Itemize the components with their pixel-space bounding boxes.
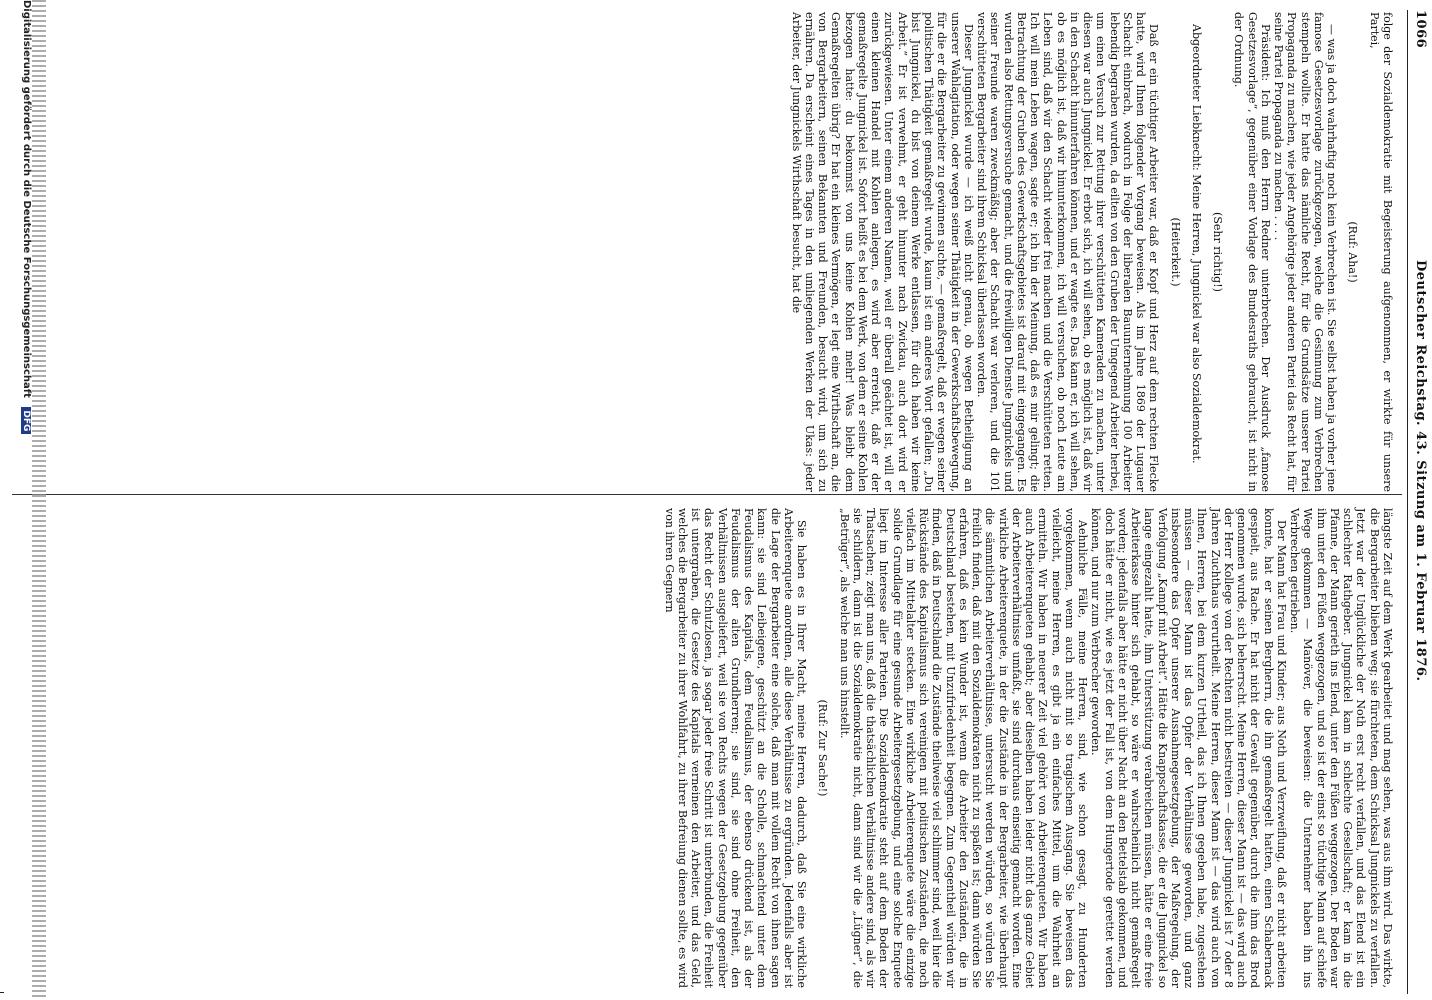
credit-text: Digitalisierung gefördert durch die Deutsche Forschungsgemeinschaft: [21, 0, 32, 398]
dfg-logo: DFG: [21, 407, 31, 434]
paragraph: längste Zeit auf dem Werk gearbeitet und mag sehen, was aus ihm wird. Das wirkte, die Bergarbeiter blieben weg; sie fürchteten, dem Schicksal Jungnickels zu verfallen. Jetzt war der Unglückliche der Noth erst recht verfallen, und das Elend ist ein schlechter Rathgeber. Jungnickel kam in schlechte Gesellschaft; er kam in die Pfanne, der Mann gerieth ins Elend, unter den Füßen weggezogen. Der Boden war ihm unter den Füßen weggezogen, und so ist der einst so tüchtige Mann auf schiefe Wege gekommen — Manöver, die beweisen: die Unternehmer haben ihn ins Verbrechen getrieben.: [1288, 508, 1394, 988]
interjection: (Heiterkeit.): [1168, 217, 1182, 287]
interjection: (Ruf: Aha!): [1346, 221, 1360, 283]
paragraph: Abgeordneter Liebknecht: Meine Herren, Jungnickel war also Sozialdemokrat.: [1190, 24, 1203, 464]
interjection: (Ruf: Zur Sache!): [816, 699, 830, 797]
interjection: (Sehr richtig!): [1211, 212, 1225, 292]
running-head: [1407, 10, 1428, 994]
right-column: [663, 508, 1395, 988]
paragraph: Daß er ein tüchtiger Arbeiter war, daß er Kopf und Herz auf dem rechten Flecke hatte, wird Ihnen folgender Vorgang beweisen. Als im Jahre 1869 der Lugauer Schacht einbrach, wodurch in Folge der liberalen Bauunternehmung 100 Arbeiter lebendig begraben wurden, da eilten von den Gruben der Umgegend Arbeiter herbei, um einen Versuch zur Rettung ihrer verschütteten Kameraden zu machen, unter diesen war auch Jungnickel. Er erbot sich, ich will sehen, ob es möglich ist, daß wir in den Schacht hinunterfahren können, und er wagte es. Das kann er, ich will sehen, ob es möglich ist, daß wir hinunterkommen, ich will versuchen, ob noch Leute am Leben sind, daß wir den Schacht wieder frei machen und die Verschütteten retten. Ich will mein Leben wagen, sagte er; ich bin der Meinung, daß es mir gelingt; die Betrachtung der Gruben des Gewerkschaftsgebietes ist darauf mit eingegangen. Es wurden also Rettungsversuche gemacht, und die freiwilligen Dienste Jungnickels und seiner Freunde waren zweckmäßig; aber der Schacht war verloren, und die 101 verschütteten Bergarbeiter sind ihrem Schicksal überlassen worden.: [975, 12, 1161, 492]
left-column: [790, 12, 1395, 492]
paragraph: Sie haben es in Ihrer Macht, meine Herren, dadurch, daß Sie eine wirkliche Arbeiterenquete anordnen, alle diese Verhältnisse zu ergründen. Jedenfalls aber ist die Lage der Bergarbeiter eine solche, daß man mit vollem Recht von ihnen sagen kann: sie sind Leibeigene, geschützt an die Scholle, schmachtend unter dem Feudalismus des Kapitals, dem Feudalismus, der ebenso drückend ist, als der Feudalismus der alten Grundherren; sie sind, sie sind ohne Freiheit, den Verhältnissen ausgeliefert, weil sie von Rechts wegen der Gesetzgebung gegenüber das Recht der Schutzlosen, ja sogar jeder freie Schritt ist unterbunden, die Freiheit ist untergraben, die Gesetze des Kapitals verneinen den Arbeiter, und das Geld, welches die Bergarbeiter zu ihrer Wohlfahrt, zu ihrer Befreiung dienen sollte, es wird von ihren Gegnern: [662, 508, 809, 988]
margin-mark: [0, 992, 4, 993]
paragraph: Dieser Jungnickel wurde — ich weiß nicht genau, ob wegen Betheiligung an unserer Wahlagitation, oder wegen seiner Thätigkeit in der Gewerkschaftsbewegung, für die er die Bergarbeiter zu gewinnen suchte, — gemaßregelt, daß er wegen seiner politischen Thätigkeit gemaßregelt wurde, kaum ist ein anderes Wort gefallen; „Du bist Jungnickel, du bist von deinem Werke entlassen, für dich haben wir keine Arbeit.“ Er ist verwehmt, er geht hinunter nach Zwickau, auch dort wird er zurückgewiesen. Unter einem anderen Namen, weil er überall geächtet ist, will er einen kleinen Handel mit Kohlen anlegen, es wird aber erreicht, daß er der gemaßregelte Jungnickel ist. Sofort heißt es bei dem Werk, von dem er seine Kohlen bezogen hatte: du bekommst von uns keine Kohlen mehr! Was bleibt dem Gemaßregelten übrig? Er hat ein kleines Vermögen, er legt eine Wirthschaft an, die von Bergarbeitern, seinen Bekannten und Freunden, besucht wird, um sich zu ernähren. Da erscheint eines Tages in den umliegenden Werken der Ukas: jeder Arbeiter, der Jungnickels Wirthschaft besucht, hat die: [789, 12, 975, 492]
paragraph: Präsident: Ich muß den Herrn Redner unterbrechen. Der Ausdruck „famose Gesetzesvorlage“, gegenüber einer Vorlage des Bundesraths gebraucht, ist nicht in der Ordnung.: [1232, 12, 1272, 492]
paragraph: folge der Sozialdemokratie mit Begeisterung aufgenommen, er wirkte für unsere Partei,: [1367, 12, 1394, 492]
paragraph: Aehnliche Fälle, meine Herren, sind, wie schon gesagt, zu Hunderten vorgekommen, wenn auch nicht mit so tragischem Ausgang. Sie beweisen das vielleicht, meine Herren, es gibt ja ein einfaches Mittel, um die Wahrheit an ermitteln. Wir haben in neuerer Zeit viel gehört von Arbeiterenqueten. Wir haben auch Arbeiterenqueten gehabt; aber dieselben haben leider nicht das ganze Gebiet der Arbeiterverhältnisse umfaßt, sie sind durchaus einseitig gemacht worden. Eine wirkliche Arbeiterenquete, in der die Zustände in der Bergarbeiter, wie überhaupt die sämmtlichen Arbeiterverhältnisse, untersucht werden würden, so würden Sie freilich finden, daß mit den Sozialdemokraten nicht zu spaßen ist; dann würden Sie erfahren, daß es kein Wunder ist, wenn die Arbeiter den Zuständen, die in Deutschland bestehen, mit Unzufriedenheit begegnen. Zum Gegentheil würden wir finden, daß in Deutschland die Zustände theilweise viel schlimmer sind, weil hier die Rückstände des Kapitalismus sich vereinigen mit politischen Zuständen, die noch vielfach im Mittelalter stecken. Eine wirkliche Arbeiterenquete wäre die einzige solide Grundlage für eine gesunde Arbeitergesetzgebung, und eine solche Enquete liegt im Interesse aller Parteien. Die Sozialdemokratie steht auf dem Boden der Thatsachen; zeigt man uns, daß die thatsächlichen Verhältnisse andere sind, als wir sie schildern, dann ist die Sozialdemokratie nicht, dann sind wir die „Lügner“, die „Betrüger“, als welche man uns hinstellt.: [837, 508, 1090, 988]
page-number: 1066: [1413, 10, 1428, 49]
scan-edge-artifact: [32, 0, 46, 1000]
paragraph: Der Mann hat Frau und Kinder; aus Noth und Verzweiflung, daß er nicht arbeiten konnte, hat er seinen Bergherrn, die ihn gemaßregelt hatten, einen Schabernack gespielt, aus Rache. Er hat nicht der Gewalt gegenüber, durch die ihm das Brod genommen wurde, sich beherrscht. Meine Herren, dieser Mann ist — das wird auch der Herr Kollege von der Rechten nicht bestreiten — dieser Jungnickel ist 7 oder 8 Jahren Zuchthaus verurtheilt. Meine Herren, dieser Mann ist — das wird auch von Ihnen, Herren, bei dem kurzen Urtheil, das ich Ihnen gegeben habe, zugestehen müssen — dieser Mann ist das Opfer der Verhältnisse geworden, und ganz insbesondere das Opfer unserer Ausnahmegesetzgebung, der Maßregelung, der Verfolgung „Kampf mit Arbeit“. Hätte die Knappschaftskasse, die er die Jungnickel so lange eingezahlt hatte, ihm Unterstützung verabreichen müssen, hätte er eine freie Arbeiterkasse hinter sich gehabt, so wäre er wahrscheinlich nicht gemaßregelt worden; jedenfalls aber hätte er nicht über Nacht an den Bettelstab gekommen, und doch hätte er nicht, wie es jetzt der Fall ist, von dem Hungertode gerettet werden können, und nur zum Verbrecher geworden.: [1089, 508, 1288, 988]
column-divider: [12, 494, 1402, 495]
page-title: Deutscher Reichstag. 43. Sitzung am 1. Februar 1876.: [1413, 260, 1428, 682]
paragraph: — was ja doch wahrhaftig noch kein Verbrechen ist. Sie selbst haben ja vorher jene famose Gesetzesvorlage zurückgezogen, welche die Gesinnung zum Verbrechen stempeln wollte. Er hatte das nämliche Recht, für die Grundsätze unserer Partei Propaganda zu machen, wie jeder Angehörige jeder anderen Partei das Recht hat, für seine Partei Propaganda zu machen . . . .: [1272, 12, 1339, 492]
digitization-credit: [21, 0, 32, 1000]
